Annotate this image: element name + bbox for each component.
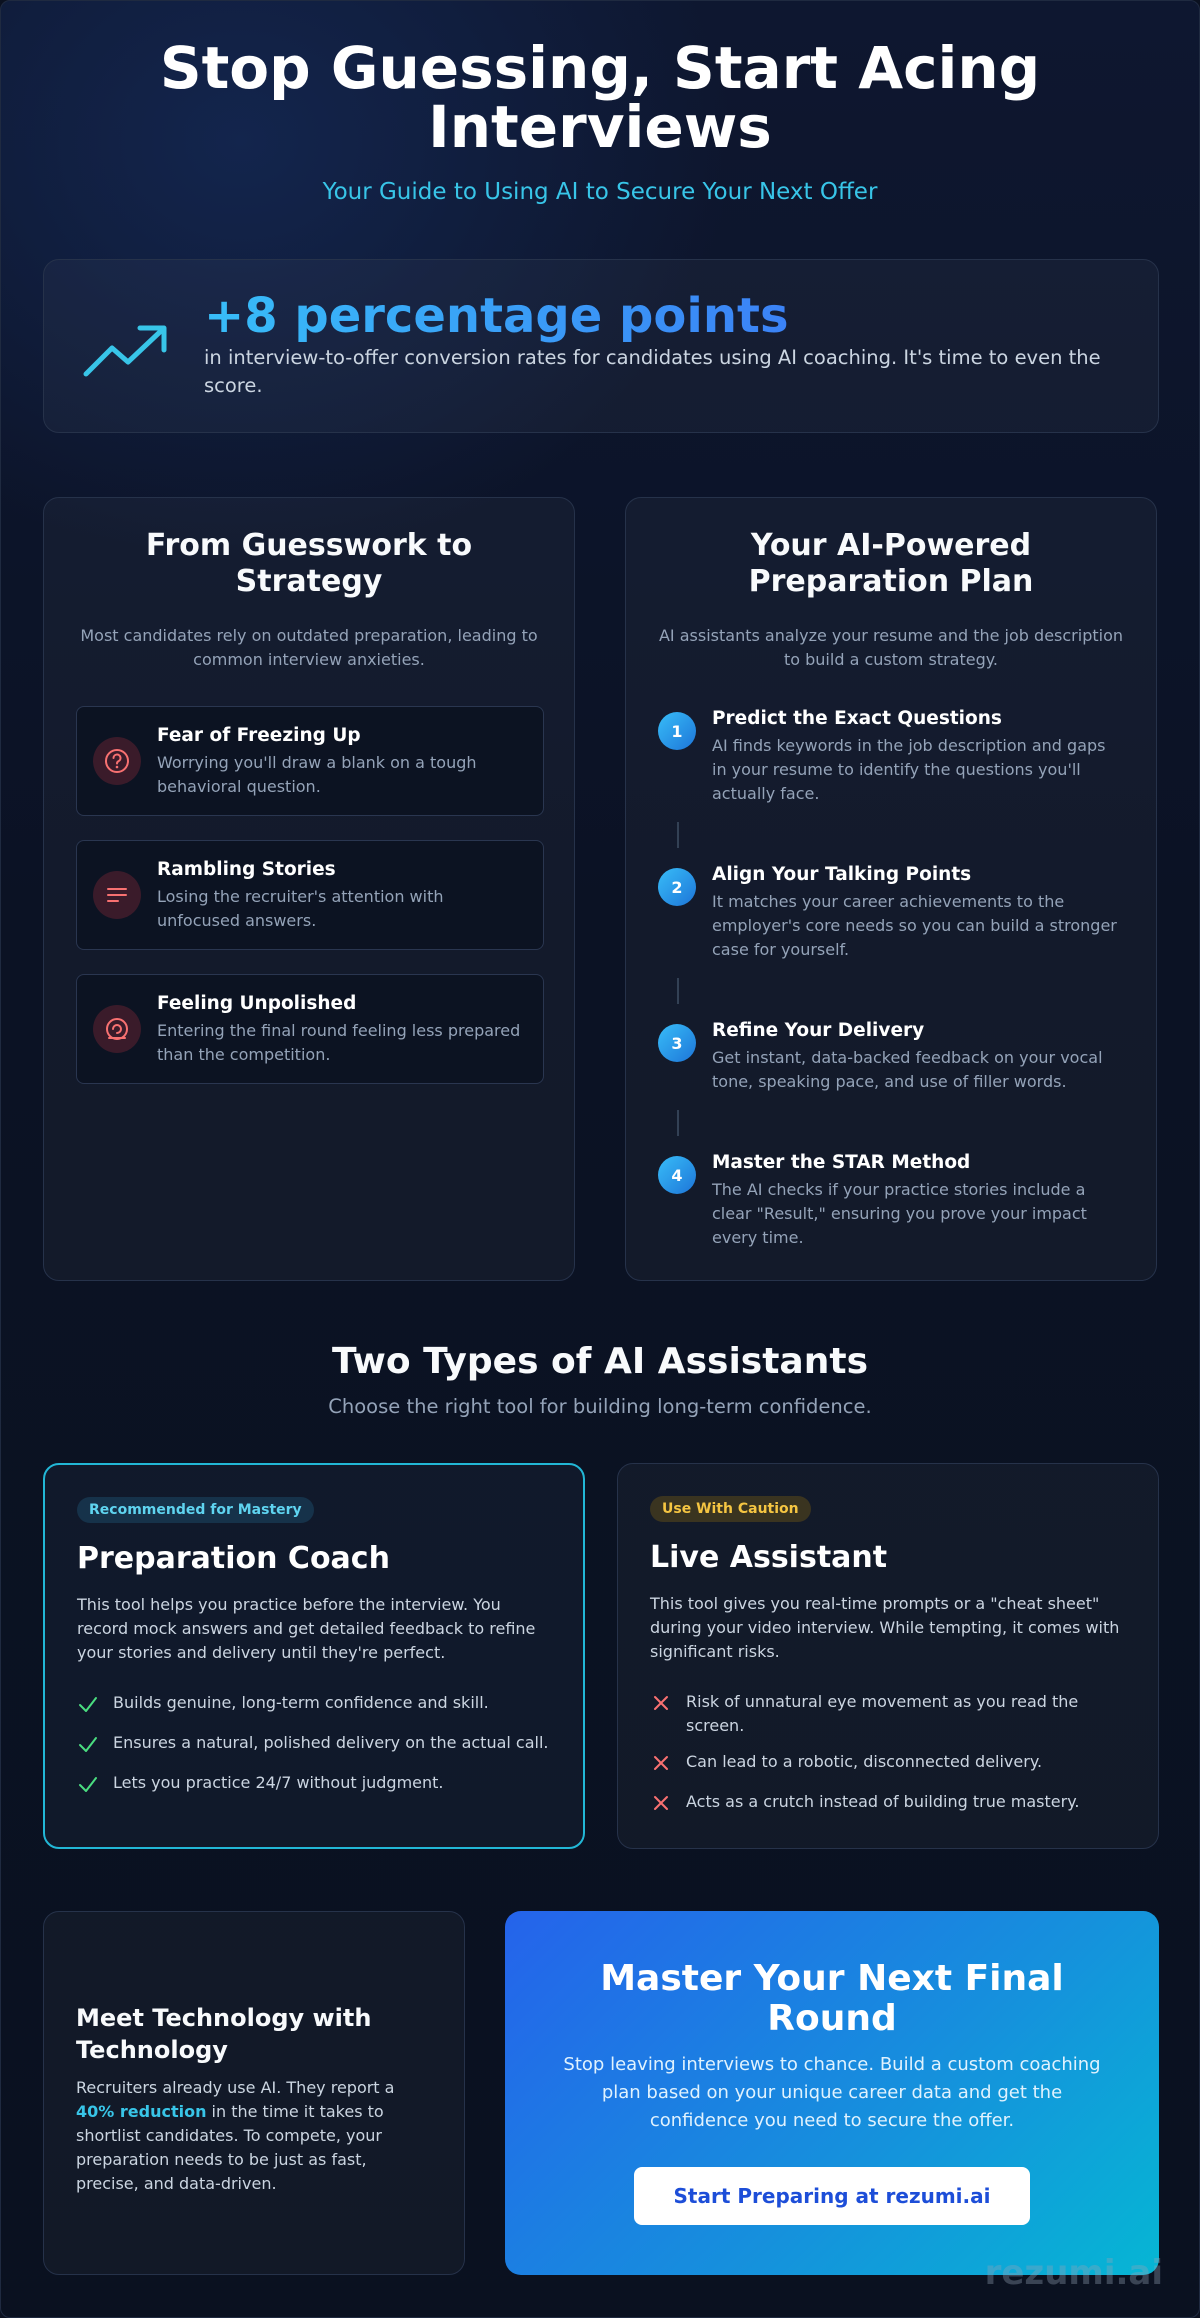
check-icon	[77, 1773, 99, 1795]
types-title: Two Types of AI Assistants	[332, 1341, 868, 1382]
step-title: Refine Your Delivery	[712, 1020, 925, 1041]
step-title: Predict the Exact Questions	[712, 708, 1002, 729]
cta-desc: Stop leaving interviews to chance. Build a custom coaching plan based on your unique career data and get the confidence you need to secure the offer.	[563, 2054, 1101, 2131]
preparation-coach-card	[43, 1463, 585, 1849]
plan-card	[625, 497, 1157, 1281]
polish-icon	[93, 1005, 141, 1053]
problem-item	[76, 706, 544, 816]
problems-card	[43, 497, 575, 1281]
live-risk-text: Can lead to a robotic, disconnected delivery.	[686, 1752, 1043, 1771]
problem-title: Rambling Stories	[157, 859, 336, 880]
technology-desc	[76, 2076, 426, 2196]
recommended-badge: Recommended for Mastery	[77, 1497, 314, 1523]
step-number: 4	[658, 1156, 696, 1194]
problem-item	[76, 974, 544, 1084]
step-connector	[677, 822, 679, 848]
step-connector	[677, 978, 679, 1004]
coach-title: Preparation Coach	[77, 1541, 390, 1576]
step-desc: Get instant, data-backed feedback on your vocal tone, speaking pace, and use of filler words.	[712, 1048, 1103, 1091]
live-risk-text: Acts as a crutch instead of building true mastery.	[686, 1792, 1080, 1811]
check-icon	[77, 1733, 99, 1755]
technology-card	[43, 1911, 465, 2275]
watermark: rezumi.ai	[984, 2253, 1163, 2293]
stat-card	[43, 259, 1159, 433]
technology-title: Meet Technology with Technology	[76, 2004, 372, 2064]
problem-item	[76, 840, 544, 950]
start-preparing-button[interactable]: Start Preparing at rezumi.ai	[634, 2167, 1030, 2225]
cross-icon	[650, 1752, 672, 1774]
question-icon	[93, 737, 141, 785]
step-number: 3	[658, 1024, 696, 1062]
cta-title: Master Your Next Final Round	[600, 1958, 1064, 2039]
trending-up-icon	[82, 320, 172, 380]
step-desc: AI finds keywords in the job description and gaps in your resume to identify the questions you'll actually face.	[712, 736, 1106, 803]
problem-title: Fear of Freezing Up	[157, 725, 361, 746]
live-risk-text: Risk of unnatural eye movement as you read the screen.	[686, 1692, 1079, 1735]
problems-description: Most candidates rely on outdated preparation, leading to common interview anxieties.	[80, 626, 538, 669]
coach-feature-text: Lets you practice 24/7 without judgment.	[113, 1773, 444, 1792]
stat-headline: +8 percentage points	[204, 288, 789, 344]
problem-desc: Losing the recruiter's attention with unfocused answers.	[157, 887, 444, 930]
technology-desc-before: Recruiters already use AI. They report a	[76, 2078, 395, 2097]
live-desc: This tool gives you real-time prompts or a "cheat sheet" during your video interview. While tempting, it comes with significant risks.	[650, 1594, 1120, 1661]
problems-title: From Guesswork to Strategy	[145, 528, 473, 599]
live-title: Live Assistant	[650, 1540, 888, 1575]
coach-feature-text: Builds genuine, long-term confidence and skill.	[113, 1693, 489, 1712]
cross-icon	[650, 1692, 672, 1714]
step-connector	[677, 1110, 679, 1136]
technology-highlight: 40% reduction	[76, 2102, 207, 2121]
coach-desc: This tool helps you practice before the interview. You record mock answers and get detailed feedback to refine your stories and delivery until they're perfect.	[77, 1595, 536, 1662]
cross-icon	[650, 1792, 672, 1814]
check-icon	[77, 1693, 99, 1715]
step-title: Master the STAR Method	[712, 1152, 971, 1173]
step-desc: It matches your career achievements to the employer's core needs so you can build a stronger case for yourself.	[712, 892, 1117, 959]
hero-subtitle: Your Guide to Using AI to Secure Your Next Offer	[322, 179, 878, 205]
stat-text: in interview-to-offer conversion rates for candidates using AI coaching. It's time to even the score.	[204, 346, 1101, 397]
step-title: Align Your Talking Points	[712, 864, 972, 885]
live-assistant-card	[617, 1463, 1159, 1849]
cta-card	[505, 1911, 1159, 2275]
problem-desc: Worrying you'll draw a blank on a tough behavioral question.	[157, 753, 477, 796]
lines-icon	[93, 871, 141, 919]
step-number: 1	[658, 712, 696, 750]
caution-badge: Use With Caution	[650, 1496, 811, 1522]
step-desc: The AI checks if your practice stories include a clear "Result," ensuring you prove your impact every time.	[712, 1180, 1087, 1247]
problem-title: Feeling Unpolished	[157, 993, 357, 1014]
types-subtitle: Choose the right tool for building long-term confidence.	[328, 1395, 872, 1418]
step-number: 2	[658, 868, 696, 906]
hero-title: Stop Guessing, Start Acing Interviews	[159, 34, 1041, 161]
technology-desc-after: in the time it takes to shortlist candidates. To compete, your preparation needs to be just as fast, precise, and data-driven.	[76, 2102, 384, 2193]
plan-description: AI assistants analyze your resume and the job description to build a custom strategy.	[658, 626, 1123, 669]
plan-title: Your AI-Powered Preparation Plan	[748, 528, 1034, 599]
coach-feature-text: Ensures a natural, polished delivery on the actual call.	[113, 1733, 549, 1752]
problem-desc: Entering the final round feeling less prepared than the competition.	[157, 1021, 521, 1064]
